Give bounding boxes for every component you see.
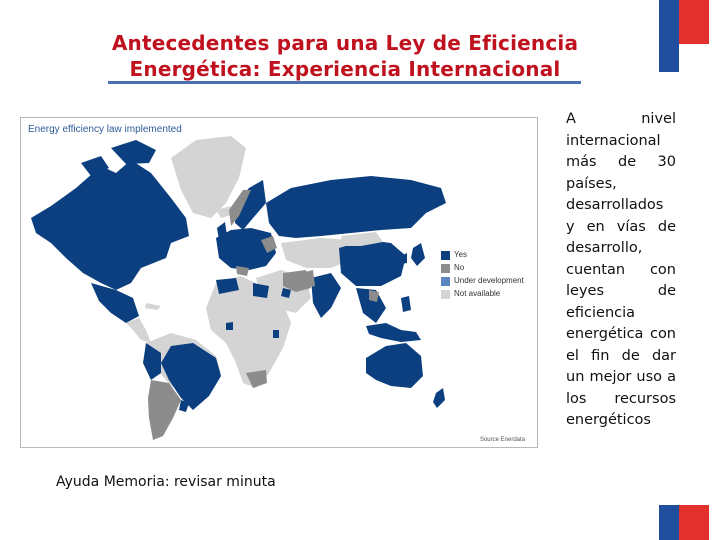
slide-title-line-2: Energética: Experiencia Internacional xyxy=(129,57,561,81)
legend-label: Under development xyxy=(454,276,524,285)
region-pakistan xyxy=(301,270,315,288)
map-title: Energy efficiency law implemented xyxy=(28,124,182,135)
chile-flag-decoration-top xyxy=(659,0,709,72)
legend-item-no xyxy=(441,263,538,276)
legend-swatch xyxy=(441,277,450,286)
region-new-zealand xyxy=(433,388,445,408)
chile-flag-decoration-bottom xyxy=(659,505,709,540)
legend-swatch xyxy=(441,251,450,260)
world-map-figure xyxy=(20,117,538,448)
legend-swatch xyxy=(441,290,450,299)
slide-title xyxy=(70,30,620,82)
legend-label: No xyxy=(454,263,465,272)
legend-item-yes xyxy=(441,250,538,263)
map-source: Source Enerdata xyxy=(479,437,525,443)
region-central-america xyxy=(126,318,151,343)
region-japan xyxy=(401,243,425,266)
footnote: Ayuda Memoria: revisar minuta xyxy=(56,474,276,490)
region-india xyxy=(311,273,341,318)
region-west-africa-yes xyxy=(226,322,233,330)
region-caribbean xyxy=(145,303,161,310)
region-australia xyxy=(366,343,423,388)
region-russia xyxy=(266,176,446,238)
region-china xyxy=(339,240,406,286)
legend-swatch xyxy=(441,264,450,273)
legend-label: Yes xyxy=(454,250,468,259)
legend-label: Not available xyxy=(454,289,501,298)
region-north-america xyxy=(31,160,189,290)
slide-title-line-1: Antecedentes para una Ley de Eficiencia xyxy=(111,31,579,55)
legend-item-under-development xyxy=(441,276,538,289)
title-underline xyxy=(108,81,581,84)
map-legend xyxy=(441,250,538,302)
legend-item-not-available xyxy=(441,289,538,302)
side-description: A nivel internacional más de 30 países, desarrollados y en vías de desarrollo, cuentan con leyes de eficiencia energética con el fin de dar un mejor uso a los recursos energéticos xyxy=(566,111,676,428)
region-east-africa-yes xyxy=(273,330,279,338)
